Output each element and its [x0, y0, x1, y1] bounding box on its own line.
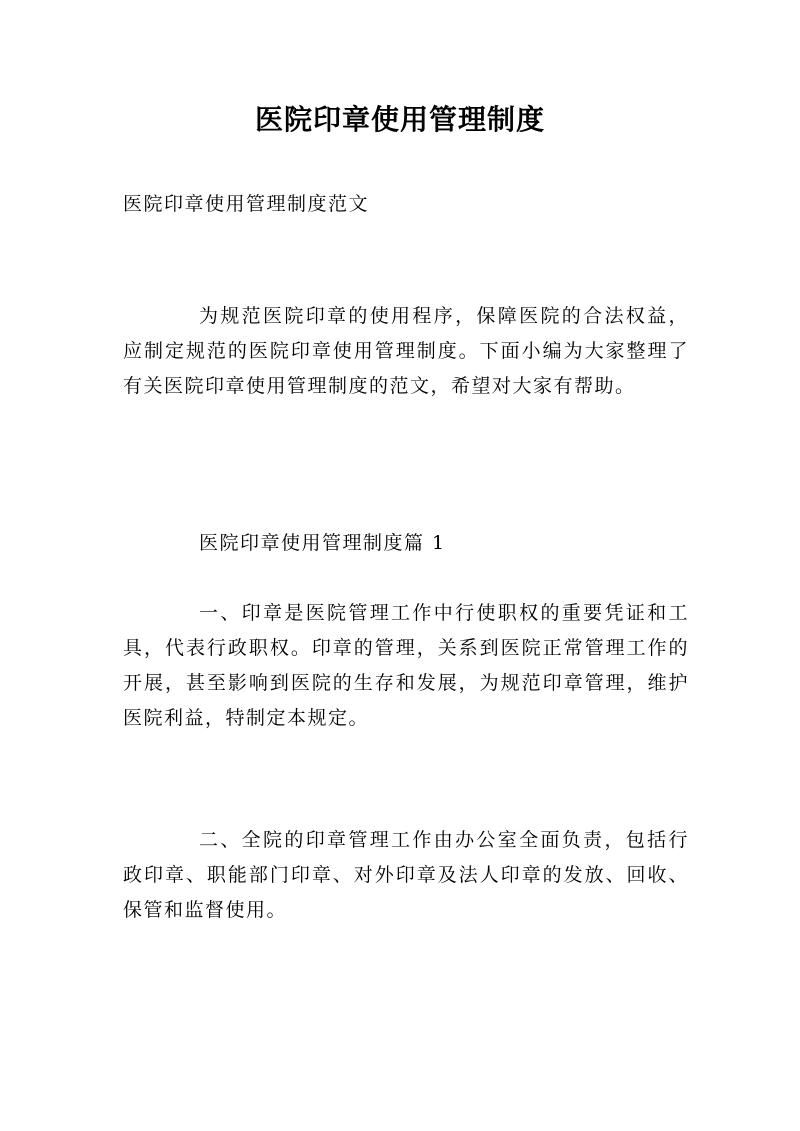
document-title: 医院印章使用管理制度 [254, 103, 545, 136]
document-subtitle: 医院印章使用管理制度范文 [123, 193, 370, 215]
section-heading: 医院印章使用管理制度篇 1 [199, 532, 446, 554]
intro-paragraph: 为规范医院印章的使用程序，保障医院的合法权益，应制定规范的医院印章使用管理制度。下面小编为大家整理了有关医院印章使用管理制度的范文，希望对大家有帮助。 [123, 305, 689, 397]
paragraph-2: 二、全院的印章管理工作由办公室全面负责，包括行政印章、职能部门印章、对外印章及法人印章的发放、回收、保管和监督使用。 [123, 829, 689, 921]
paragraph-1: 一、印章是医院管理工作中行使职权的重要凭证和工具，代表行政职权。印章的管理，关系到医院正常管理工作的开展，甚至影响到医院的生存和发展，为规范印章管理，维护医院利益，特制定本规定。 [123, 602, 689, 729]
